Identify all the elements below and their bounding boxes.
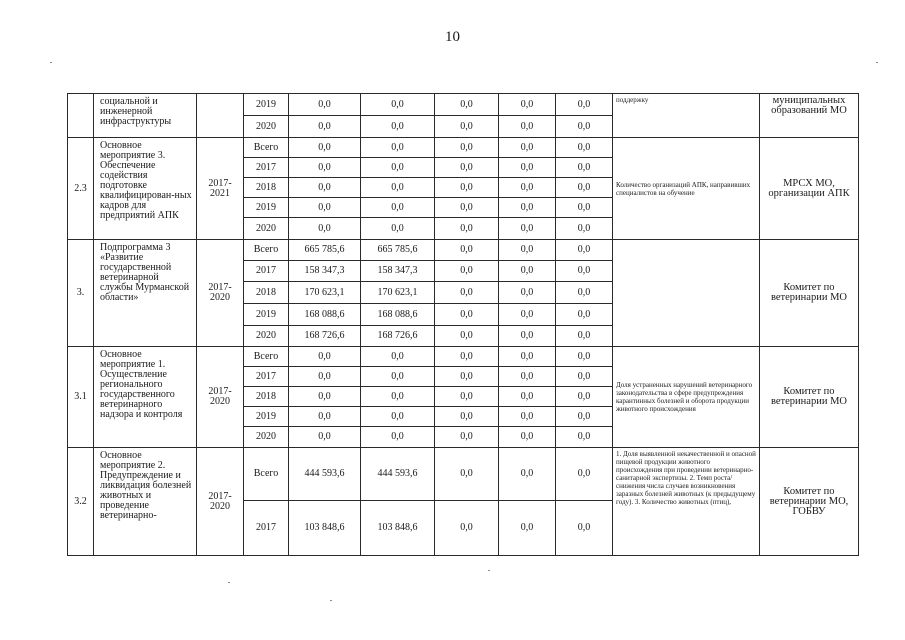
value-cell: 168 726,6 [289,326,361,347]
executor-cell: МРСХ МО, организации АПК [760,138,859,240]
value-cell: 168 088,6 [361,304,435,326]
value-cell: 0,0 [499,407,556,427]
value-cell: 0,0 [435,387,499,407]
value-cell: 0,0 [499,158,556,178]
scan-speck [228,582,230,583]
value-cell: 0,0 [556,116,613,138]
value-cell: 0,0 [435,427,499,448]
year-cell: 2020 [244,427,289,448]
section-number: 2.3 [68,138,94,240]
table-row [68,347,859,367]
value-cell: 0,0 [556,448,613,501]
table-row [68,94,859,116]
value-cell: 0,0 [556,282,613,304]
value-cell: 0,0 [556,261,613,282]
year-cell: 2017 [244,261,289,282]
indicator-cell: поддержку [613,94,760,138]
executor-cell: муниципальных образований МО [760,94,859,138]
value-cell: 0,0 [289,116,361,138]
value-cell: 0,0 [499,116,556,138]
year-cell: 2018 [244,178,289,198]
value-cell: 0,0 [361,387,435,407]
section-name: социальной и инженерной инфраструктуры [94,94,197,138]
value-cell: 0,0 [435,367,499,387]
year-cell: 2018 [244,387,289,407]
value-cell: 0,0 [499,198,556,218]
section-period: 2017-2020 [197,448,244,556]
value-cell: 0,0 [499,367,556,387]
value-cell: 0,0 [556,94,613,116]
value-cell: 0,0 [499,94,556,116]
section-name: Основное мероприятие 1. Осуществление регионального государственного ветеринарного надзора и контроля [94,347,197,448]
value-cell: 0,0 [499,304,556,326]
table-row [68,240,859,261]
value-cell: 0,0 [556,326,613,347]
year-cell: 2019 [244,304,289,326]
section-name: Основное мероприятие 3. Обеспечение содействия подготовке квалифицирован-ных кадров для предприятий АПК [94,138,197,240]
indicator-cell: Доля устраненных нарушений ветеринарного законодательства в сфере предупреждения карантинных болезней и оборота продукции животного происхождения [613,347,760,448]
value-cell: 0,0 [289,178,361,198]
value-cell: 0,0 [556,198,613,218]
value-cell: 0,0 [289,94,361,116]
value-cell: 0,0 [435,138,499,158]
scan-speck [488,570,490,571]
indicator-cell: Количество организаций АПК, направивших специалистов на обучение [613,138,760,240]
value-cell: 103 848,6 [289,501,361,556]
value-cell: 0,0 [435,347,499,367]
year-cell: 2017 [244,158,289,178]
value-cell: 0,0 [361,178,435,198]
value-cell: 0,0 [435,261,499,282]
value-cell: 0,0 [289,158,361,178]
value-cell: 0,0 [289,407,361,427]
year-cell: 2017 [244,367,289,387]
executor-cell: Комитет по ветеринарии МО, ГОБВУ [760,448,859,556]
value-cell: 0,0 [556,158,613,178]
value-cell: 0,0 [435,282,499,304]
value-cell: 0,0 [556,367,613,387]
year-cell: 2019 [244,407,289,427]
value-cell: 0,0 [435,501,499,556]
value-cell: 0,0 [499,448,556,501]
section-name: Подпрограмма 3 «Развитие государственной ветеринарной службы Мурманской области» [94,240,197,347]
value-cell: 0,0 [435,218,499,240]
value-cell: 168 088,6 [289,304,361,326]
value-cell: 170 623,1 [361,282,435,304]
value-cell: 0,0 [289,367,361,387]
value-cell: 0,0 [361,427,435,448]
year-cell: Всего [244,448,289,501]
executor-cell: Комитет по ветеринарии МО [760,347,859,448]
value-cell: 0,0 [499,501,556,556]
value-cell: 0,0 [499,138,556,158]
value-cell: 0,0 [435,158,499,178]
value-cell: 0,0 [556,347,613,367]
value-cell: 0,0 [499,427,556,448]
year-cell: 2017 [244,501,289,556]
value-cell: 444 593,6 [361,448,435,501]
year-cell: Всего [244,240,289,261]
value-cell: 0,0 [435,407,499,427]
section-number: 3.1 [68,347,94,448]
section-period: 2017-2020 [197,240,244,347]
value-cell: 0,0 [289,427,361,448]
section-name: Основное мероприятие 2. Предупреждение и ликвидация болезней животных и проведение ветеринарно- [94,448,197,556]
value-cell: 103 848,6 [361,501,435,556]
value-cell: 0,0 [499,282,556,304]
table-row [68,138,859,158]
value-cell: 158 347,3 [361,261,435,282]
value-cell: 0,0 [435,326,499,347]
value-cell: 0,0 [361,367,435,387]
value-cell: 0,0 [289,198,361,218]
year-cell: Всего [244,138,289,158]
value-cell: 665 785,6 [361,240,435,261]
value-cell: 0,0 [556,501,613,556]
value-cell: 0,0 [556,387,613,407]
value-cell: 0,0 [556,240,613,261]
value-cell: 0,0 [499,261,556,282]
value-cell: 0,0 [435,116,499,138]
year-cell: 2018 [244,282,289,304]
value-cell: 0,0 [499,240,556,261]
table-row [68,448,859,501]
value-cell: 665 785,6 [289,240,361,261]
value-cell: 170 623,1 [289,282,361,304]
value-cell: 0,0 [361,198,435,218]
value-cell: 0,0 [361,407,435,427]
scan-speck [876,62,878,63]
section-number [68,94,94,138]
indicator-cell: 1. Доля выявленной некачественной и опасной пищевой продукции животного происхождения при проведении ветеринарно-санитарной экспертизы. 2. Темп роста/снижения числа случаев возникновения заразных болезней животных (к предыдущему году). 3. Количество животных (птиц), [613,448,760,556]
value-cell: 0,0 [289,138,361,158]
year-cell: 2019 [244,94,289,116]
value-cell: 0,0 [556,427,613,448]
value-cell: 0,0 [361,158,435,178]
value-cell: 0,0 [361,138,435,158]
budget-table [67,93,859,556]
value-cell: 0,0 [556,138,613,158]
value-cell: 0,0 [361,116,435,138]
executor-cell: Комитет по ветеринарии МО [760,240,859,347]
value-cell: 0,0 [435,94,499,116]
value-cell: 0,0 [499,326,556,347]
section-period: 2017-2020 [197,347,244,448]
scan-speck [50,62,52,63]
value-cell: 0,0 [435,178,499,198]
value-cell: 0,0 [435,304,499,326]
value-cell: 0,0 [289,387,361,407]
section-period: 2017-2021 [197,138,244,240]
value-cell: 158 347,3 [289,261,361,282]
value-cell: 168 726,6 [361,326,435,347]
page-number: 10 [445,29,460,45]
value-cell: 0,0 [435,198,499,218]
value-cell: 0,0 [556,304,613,326]
value-cell: 444 593,6 [289,448,361,501]
year-cell: 2019 [244,198,289,218]
value-cell: 0,0 [435,240,499,261]
value-cell: 0,0 [556,218,613,240]
scan-speck [330,600,332,601]
value-cell: 0,0 [556,178,613,198]
value-cell: 0,0 [289,347,361,367]
value-cell: 0,0 [361,218,435,240]
indicator-cell [613,240,760,347]
value-cell: 0,0 [361,347,435,367]
year-cell: 2020 [244,116,289,138]
year-cell: Всего [244,347,289,367]
value-cell: 0,0 [499,387,556,407]
year-cell: 2020 [244,218,289,240]
value-cell: 0,0 [289,218,361,240]
value-cell: 0,0 [499,347,556,367]
section-number: 3. [68,240,94,347]
value-cell: 0,0 [361,94,435,116]
year-cell: 2020 [244,326,289,347]
value-cell: 0,0 [499,218,556,240]
section-period [197,94,244,138]
value-cell: 0,0 [499,178,556,198]
value-cell: 0,0 [556,407,613,427]
value-cell: 0,0 [435,448,499,501]
section-number: 3.2 [68,448,94,556]
